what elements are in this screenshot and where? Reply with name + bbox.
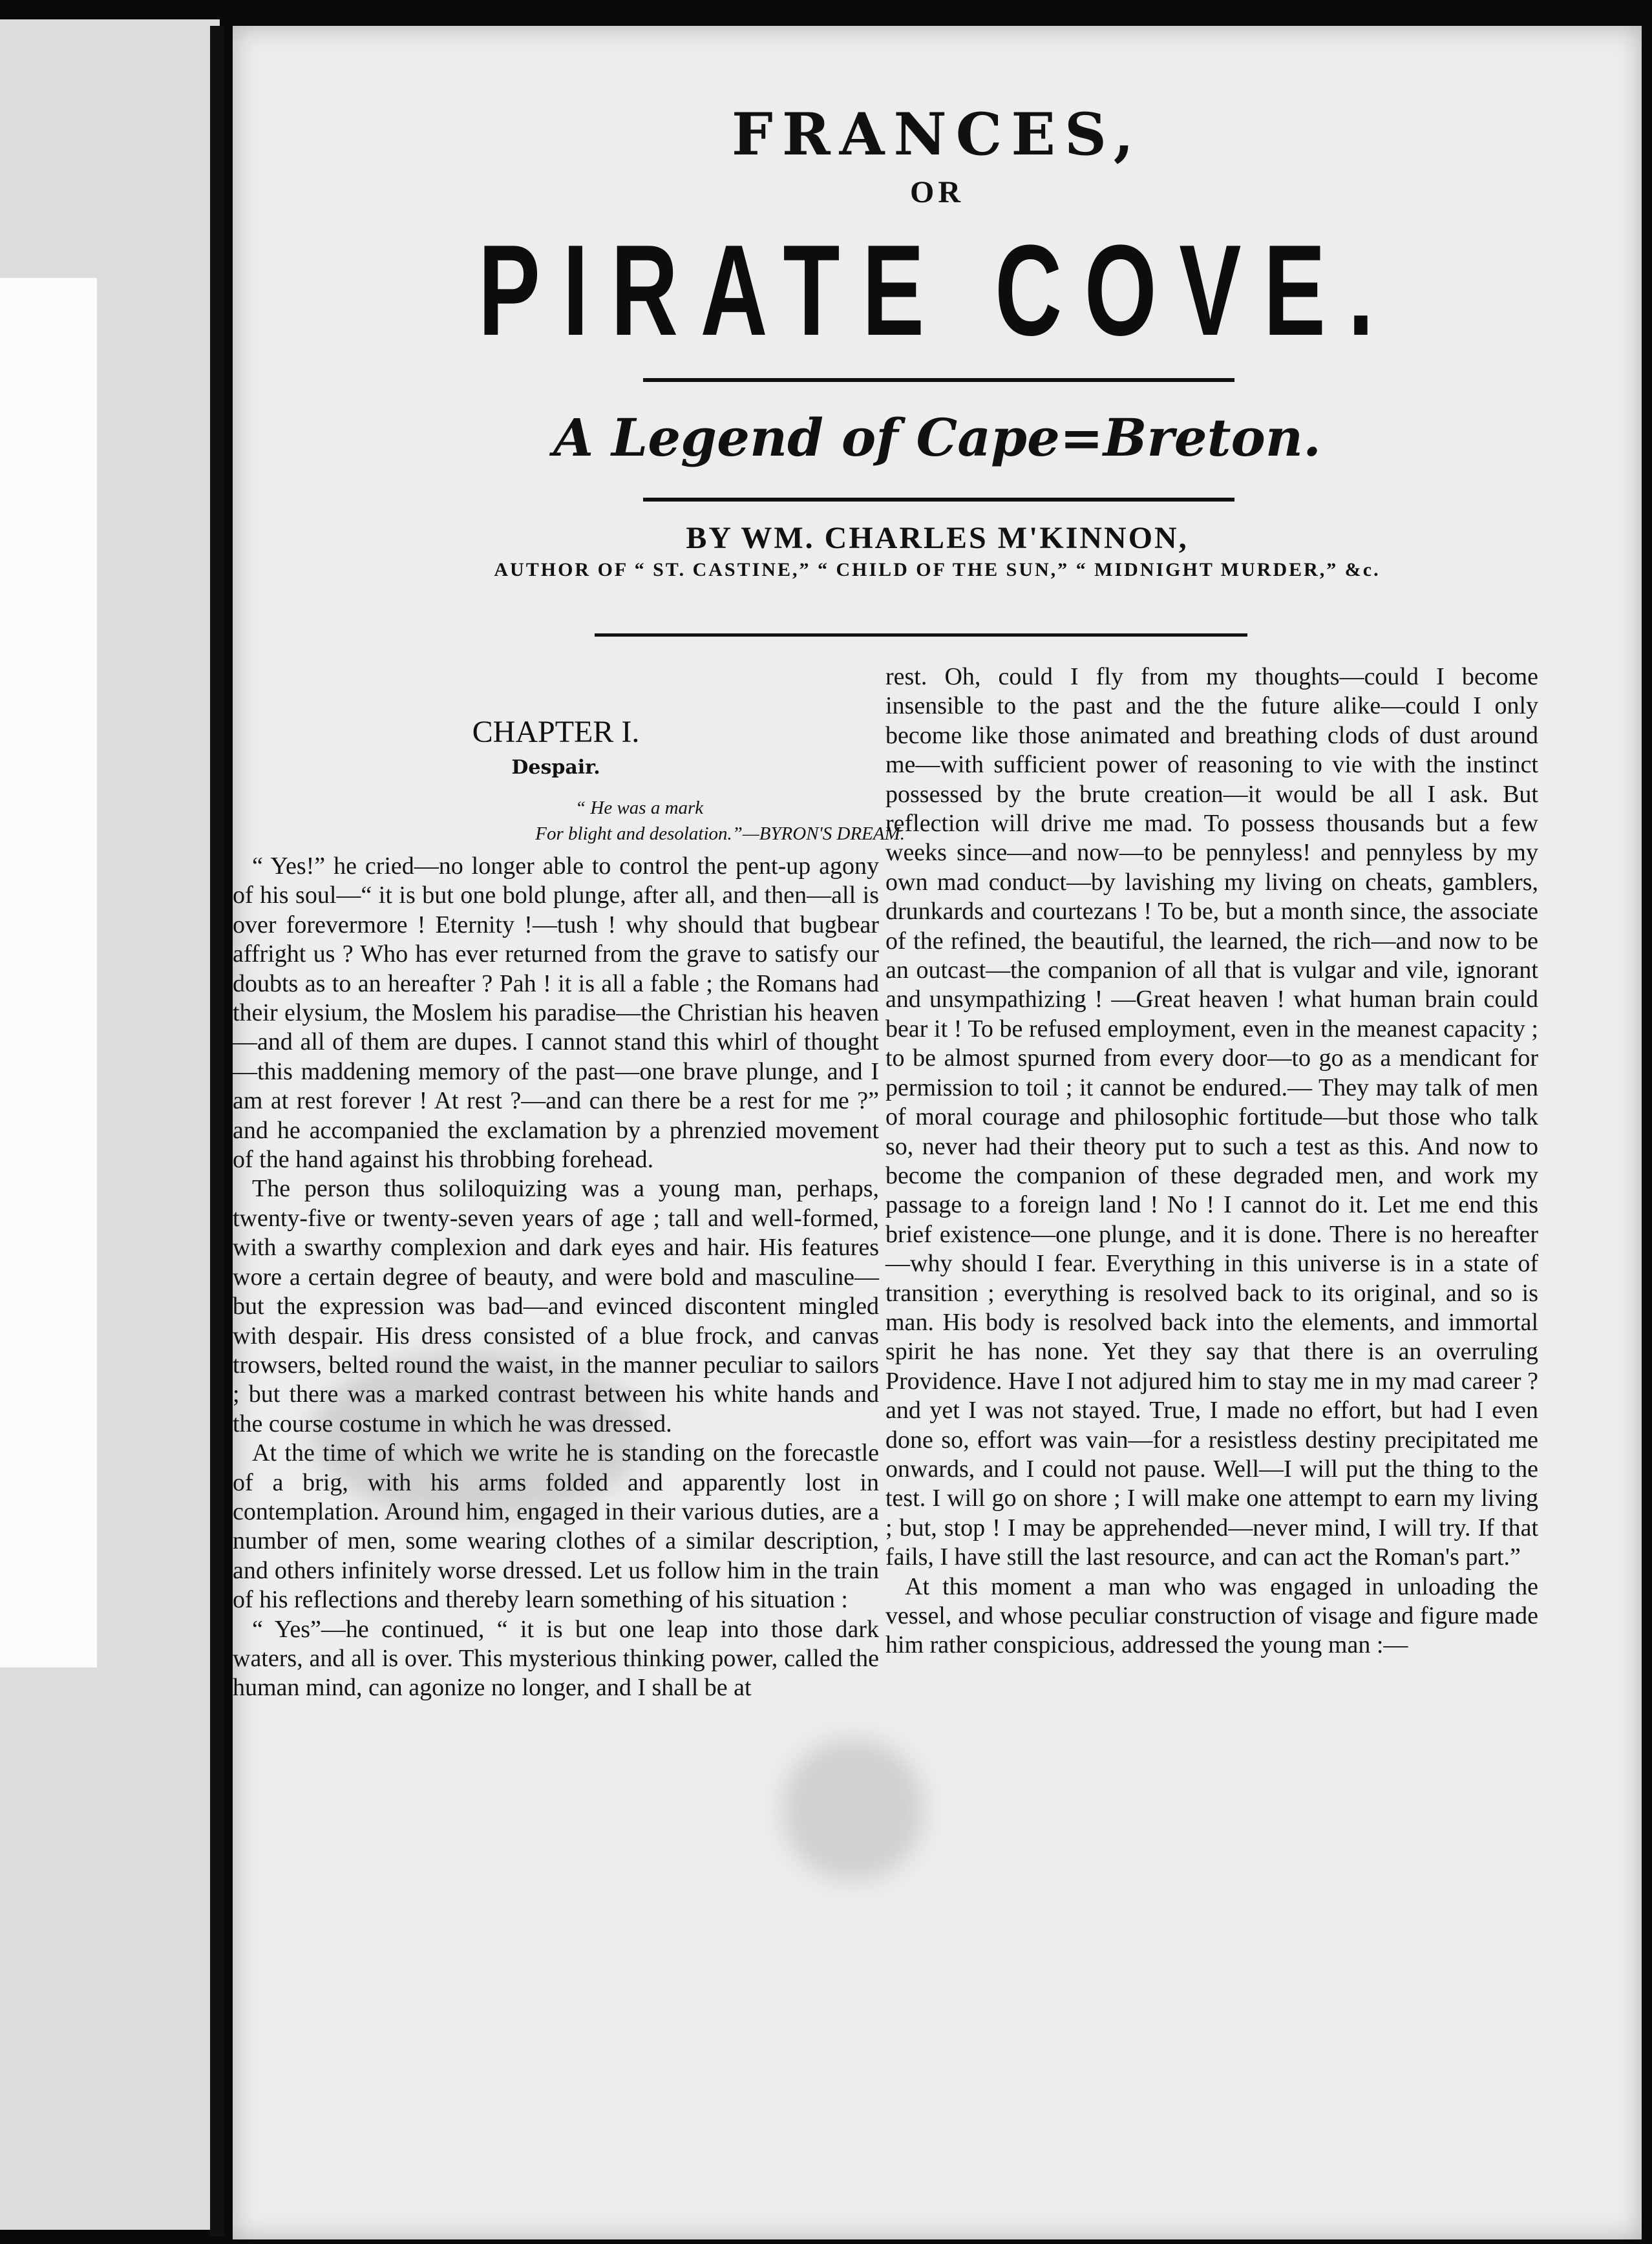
epigraph-line: “ He was a mark [575,798,704,818]
chapter-title: CHAPTER I. [472,715,640,749]
document-page [233,26,1642,2239]
byline: BY WM. CHARLES M'KINNON, [686,521,1189,555]
author-works: AUTHOR OF “ ST. CASTINE,” “ CHILD OF THE SUN,” “ MIDNIGHT MURDER,” &c. [494,559,1381,580]
paragraph: “ Yes!” he cried—no longer able to control the pent-up agony of his soul—“ it is but one bold plunge, after all, and then—all is over forevermore ! Eternity !—tush ! why should that bugbear affright us ? Who has ever returned from the grave to satisfy our doubts as to an hereafter ? Pah ! it is all a fable ; the Romans had their elysium, the Moslem his paradise—the Christian his heaven—and all of them are dupes. I cannot stand this whirl of thought—this maddening memory of the past—one brave plunge, and I am at rest forever ! At rest ?—and can there be a rest for me ?” and he accompanied the exclamation by a phrenzied movement of the hand against his throbbing forehead. [233,852,879,1174]
subtitle: A Legend of Cape=Breton. [553,407,1321,468]
water-stain [782,1739,924,1881]
paragraph: rest. Oh, could I fly from my thoughts—could I become insensible to the past and the the future alike—could I only become like those animated and breathing clods of dust around me—with sufficient power of reasoning to vie with the instinct possessed by the brute creation—it would be all I ask. But reflection will drive me mad. To possess thousands but a few weeks since—and now—to be pennyless! and pennyless by my own mad conduct—by lavishing my living on cheats, gamblers, drunkards and courtezans ! To be, but a month since, the associate of the refined, the beautiful, the learned, the rich—and now to be an outcast—the companion of all that is vulgar and vile, ignorant and unsympathizing ! —Great heaven ! what human brain could bear it ! To be refused employment, even in the meanest capacity ; to be almost spurned from every door—to go as a mendicant for permission to toil ; it cannot be endured.— They may talk of men of moral courage and philosophic fortitude—but those who talk so, never had their theory put to such a test as this. And now to become the companion of these degraded men, and work my passage to a foreign land ! No ! I cannot do it. Let me end this brief existence—one plunge, and it is done. There is no hereafter—why should I fear. Everything in this universe is in a state of transition ; everything is resolved back to its original, and so is man. His body is resolved back into the elements, and immortal spirit he has none. Yet they say that there is an overruling Providence. Have I not adjured him to stay me in my mad career ? and yet I was not stayed. True, I made no effort, but had I even done so, effort was vain—for a resistless destiny precipitated me onwards, and I could not pause. Well—I will put the thing to the test. I will go on shore ; I will make one attempt to earn my living ; but, stop ! I may be apprehended—never mind, I will try. If that fails, I have still the last resource, and can act the Roman's part.” [885,663,1538,1571]
binding-edge [210,26,224,2236]
header-rule [595,633,1247,637]
paragraph: At the time of which we write he is standing on the forecastle of a brig, with his arms folded and apparently lost in contemplation. Around him, engaged in their various duties, are a number of men, some wearing clothes of a similar description, and others infinitely worse dressed. Let us follow him in the train of his reflections and thereby learn something of his situation : [233,1439,879,1614]
paper-insert [0,278,97,1667]
epigraph [271,795,905,847]
title-pirate-cove: PIRATE COVE. [478,218,1397,363]
paragraph: “ Yes”—he continued, “ it is but one leap into those dark waters, and all is over. This mysterious thinking power, called the human mind, can agonize no longer, and I shall be at [233,1615,879,1702]
title-or: OR [910,175,964,209]
chapter-subtitle: Despair. [511,756,600,779]
epigraph-line: For blight and desolation.”—BYRON'S DREAM. [535,823,905,844]
paragraph: At this moment a man who was engaged in unloading the vessel, and whose peculiar construction of visage and figure made him rather conspicious, addressed the young man :— [885,1572,1538,1659]
title-frances: FRANCES, [731,100,1143,169]
title-rule [643,378,1234,382]
text-column-left [233,852,879,1703]
text-column-right [885,662,1538,1660]
subtitle-rule [643,498,1234,502]
paragraph: The person thus soliloquizing was a young man, perhaps, twenty-five or twenty-seven years of age ; tall and well-formed, with a swarthy complexion and dark eyes and hair. His features wore a certain degree of beauty, and were bold and masculine—but the expression was bad—and evinced discontent mingled with despair. His dress consisted of a blue frock, and canvas trowsers, belted round the waist, in the manner peculiar to sailors ; but there was a marked contrast between his white hands and the course costume in which he was dressed. [233,1175,879,1437]
